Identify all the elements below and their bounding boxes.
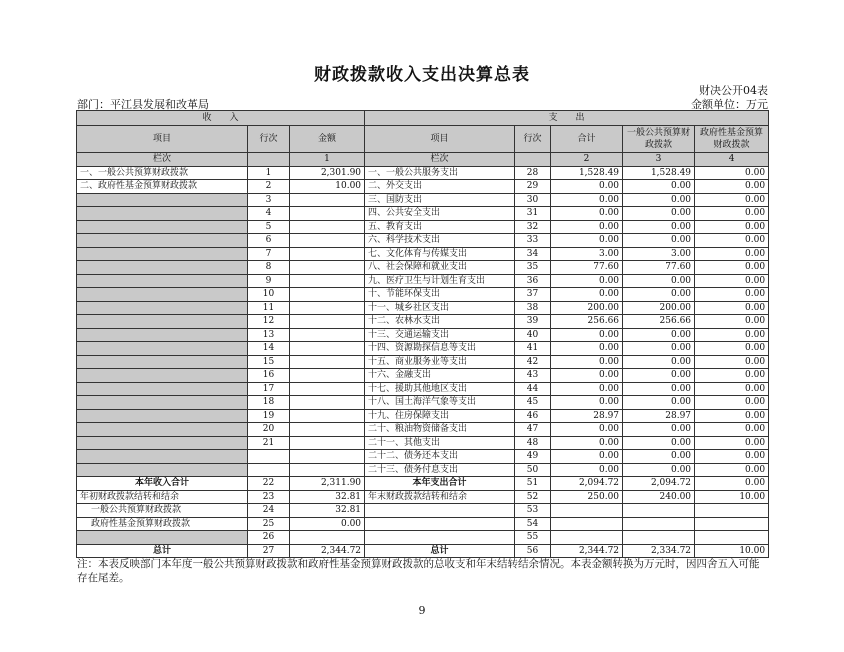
expense-total: 0.00	[551, 180, 623, 194]
expense-item	[365, 517, 515, 531]
income-item	[77, 261, 248, 275]
carryover-row	[77, 504, 769, 518]
general-budget-header: 一般公共预算财政拨款	[623, 126, 695, 153]
income-row-no: 5	[248, 220, 290, 234]
income-row-no: 18	[248, 396, 290, 410]
footnote: 注：本表反映部门本年度一般公共预算财政拨款和政府性基金预算财政拨款的总收支和年末结转结余情况。本表金额转换为万元时，因四舍五入可能存在尾差。	[77, 558, 760, 584]
income-row-no: 15	[248, 355, 290, 369]
table-row	[77, 409, 769, 423]
expense-row-no: 52	[515, 490, 551, 504]
col-index-4: 4	[695, 153, 769, 167]
expense-gov-fund: 0.00	[695, 315, 769, 329]
expense-general-budget: 0.00	[623, 396, 695, 410]
expense-gov-fund: 0.00	[695, 247, 769, 261]
expense-total: 3.00	[551, 247, 623, 261]
income-row-no: 7	[248, 247, 290, 261]
income-item	[77, 247, 248, 261]
expense-gov-fund: 10.00	[695, 490, 769, 504]
table-row	[77, 301, 769, 315]
income-amount	[290, 463, 365, 477]
expense-row-no: 30	[515, 193, 551, 207]
expense-row-no: 53	[515, 504, 551, 518]
expense-row-no: 44	[515, 382, 551, 396]
table-row	[77, 450, 769, 464]
expense-header: 支 出	[365, 111, 769, 126]
income-item	[77, 531, 248, 545]
income-amount	[290, 369, 365, 383]
expense-row-no: 36	[515, 274, 551, 288]
col-index-3: 3	[623, 153, 695, 167]
col-blank-left	[248, 153, 290, 167]
income-row-no: 24	[248, 504, 290, 518]
expense-item: 总计	[365, 544, 515, 558]
form-code: 财决公开04表	[699, 84, 768, 97]
income-row-no: 14	[248, 342, 290, 356]
expense-item: 十八、国土海洋气象等支出	[365, 396, 515, 410]
expense-item: 十七、援助其他地区支出	[365, 382, 515, 396]
income-amount	[290, 355, 365, 369]
expense-gov-fund	[695, 517, 769, 531]
expense-total: 0.00	[551, 423, 623, 437]
expense-row-no: 47	[515, 423, 551, 437]
expense-general-budget: 2,334.72	[623, 544, 695, 558]
expense-general-budget: 0.00	[623, 220, 695, 234]
income-item	[77, 450, 248, 464]
income-item	[77, 463, 248, 477]
unit-label: 金额单位：万元	[691, 98, 768, 111]
table-row	[77, 355, 769, 369]
income-amount	[290, 423, 365, 437]
expense-general-budget: 0.00	[623, 369, 695, 383]
income-row-no: 27	[248, 544, 290, 558]
expense-total: 2,094.72	[551, 477, 623, 491]
income-item: 本年收入合计	[77, 477, 248, 491]
expense-total: 250.00	[551, 490, 623, 504]
expense-general-budget: 3.00	[623, 247, 695, 261]
income-amount-header: 金额	[290, 126, 365, 153]
expense-row-no: 37	[515, 288, 551, 302]
income-row-no: 19	[248, 409, 290, 423]
expense-general-budget: 77.60	[623, 261, 695, 275]
table-row	[77, 274, 769, 288]
income-row-no: 8	[248, 261, 290, 275]
income-amount: 10.00	[290, 180, 365, 194]
table-row	[77, 193, 769, 207]
income-item	[77, 355, 248, 369]
table-row	[77, 342, 769, 356]
expense-row-no: 33	[515, 234, 551, 248]
expense-gov-fund: 0.00	[695, 180, 769, 194]
expense-row-no: 50	[515, 463, 551, 477]
income-item: 年初财政拨款结转和结余	[77, 490, 248, 504]
expense-general-budget: 1,528.49	[623, 166, 695, 180]
expense-gov-fund: 0.00	[695, 450, 769, 464]
income-rowno-header: 行次	[248, 126, 290, 153]
expense-general-budget: 0.00	[623, 450, 695, 464]
expense-gov-fund: 0.00	[695, 409, 769, 423]
income-amount	[290, 342, 365, 356]
department-label: 部门：平江县发展和改革局	[77, 98, 209, 111]
income-row-no: 4	[248, 207, 290, 221]
expense-total: 0.00	[551, 436, 623, 450]
expense-row-no: 42	[515, 355, 551, 369]
expense-row-no: 41	[515, 342, 551, 356]
expense-item: 四、公共安全支出	[365, 207, 515, 221]
expense-row-no: 46	[515, 409, 551, 423]
expense-row-no: 40	[515, 328, 551, 342]
summary-table	[76, 110, 769, 558]
expense-item: 三、国防支出	[365, 193, 515, 207]
expense-total: 2,344.72	[551, 544, 623, 558]
expense-general-budget	[623, 531, 695, 545]
expense-gov-fund	[695, 531, 769, 545]
income-row-no: 10	[248, 288, 290, 302]
expense-total: 0.00	[551, 369, 623, 383]
table-row	[77, 180, 769, 194]
grand-total-row	[77, 544, 769, 558]
col-blank-right	[515, 153, 551, 167]
expense-gov-fund: 0.00	[695, 328, 769, 342]
income-row-no: 9	[248, 274, 290, 288]
table-row	[77, 396, 769, 410]
expense-row-no: 56	[515, 544, 551, 558]
income-row-no: 13	[248, 328, 290, 342]
income-amount	[290, 234, 365, 248]
table-row	[77, 382, 769, 396]
expense-total: 0.00	[551, 382, 623, 396]
income-row-no	[248, 463, 290, 477]
expense-gov-fund: 0.00	[695, 301, 769, 315]
expense-general-budget: 0.00	[623, 342, 695, 356]
expense-row-no: 35	[515, 261, 551, 275]
expense-total: 0.00	[551, 396, 623, 410]
expense-item: 一、一般公共服务支出	[365, 166, 515, 180]
table-row	[77, 166, 769, 180]
expense-gov-fund: 0.00	[695, 423, 769, 437]
expense-general-budget: 0.00	[623, 234, 695, 248]
table-row	[77, 315, 769, 329]
expense-gov-fund: 0.00	[695, 234, 769, 248]
income-amount	[290, 274, 365, 288]
expense-total: 0.00	[551, 463, 623, 477]
expense-item: 二、外交支出	[365, 180, 515, 194]
table-row	[77, 261, 769, 275]
expense-row-no: 32	[515, 220, 551, 234]
expense-total: 0.00	[551, 288, 623, 302]
expense-item: 本年支出合计	[365, 477, 515, 491]
income-row-no: 12	[248, 315, 290, 329]
table-row	[77, 369, 769, 383]
table-row	[77, 328, 769, 342]
income-amount	[290, 220, 365, 234]
expense-row-no: 43	[515, 369, 551, 383]
income-item	[77, 328, 248, 342]
income-item	[77, 234, 248, 248]
expense-general-budget	[623, 517, 695, 531]
table-row	[77, 423, 769, 437]
income-item	[77, 382, 248, 396]
income-item: 一般公共预算财政拨款	[77, 504, 248, 518]
income-amount	[290, 261, 365, 275]
income-item	[77, 301, 248, 315]
table-row	[77, 288, 769, 302]
expense-row-no: 49	[515, 450, 551, 464]
expense-total-header: 合计	[551, 126, 623, 153]
income-amount	[290, 396, 365, 410]
expense-item: 九、医疗卫生与计划生育支出	[365, 274, 515, 288]
expense-row-no: 34	[515, 247, 551, 261]
income-item: 一、一般公共预算财政拨款	[77, 166, 248, 180]
income-item: 总计	[77, 544, 248, 558]
table-row	[77, 234, 769, 248]
expense-general-budget	[623, 504, 695, 518]
income-amount	[290, 315, 365, 329]
income-row-no: 6	[248, 234, 290, 248]
income-amount	[290, 436, 365, 450]
expense-gov-fund	[695, 504, 769, 518]
expense-general-budget: 0.00	[623, 207, 695, 221]
income-row-no	[248, 450, 290, 464]
table-row	[77, 247, 769, 261]
expense-total: 0.00	[551, 220, 623, 234]
income-amount	[290, 288, 365, 302]
expense-item: 十九、住房保障支出	[365, 409, 515, 423]
income-item: 二、政府性基金预算财政拨款	[77, 180, 248, 194]
expense-gov-fund: 0.00	[695, 369, 769, 383]
income-item	[77, 315, 248, 329]
expense-item: 七、文化体育与传媒支出	[365, 247, 515, 261]
expense-gov-fund: 0.00	[695, 342, 769, 356]
expense-general-budget: 0.00	[623, 193, 695, 207]
income-item	[77, 342, 248, 356]
year-total-row	[77, 477, 769, 491]
expense-total	[551, 504, 623, 518]
income-row-no: 2	[248, 180, 290, 194]
expense-total: 200.00	[551, 301, 623, 315]
income-item	[77, 220, 248, 234]
income-item	[77, 396, 248, 410]
expense-general-budget: 0.00	[623, 328, 695, 342]
expense-total: 1,528.49	[551, 166, 623, 180]
income-amount	[290, 328, 365, 342]
expense-general-budget: 0.00	[623, 463, 695, 477]
expense-total: 0.00	[551, 355, 623, 369]
expense-row-no: 55	[515, 531, 551, 545]
col-index-1: 1	[290, 153, 365, 167]
expense-rowno-header: 行次	[515, 126, 551, 153]
expense-item: 十三、交通运输支出	[365, 328, 515, 342]
income-amount	[290, 531, 365, 545]
income-amount	[290, 409, 365, 423]
expense-row-no: 31	[515, 207, 551, 221]
expense-gov-fund: 0.00	[695, 274, 769, 288]
income-item-header: 项目	[77, 126, 248, 153]
carryover-row	[77, 517, 769, 531]
expense-item-header: 项目	[365, 126, 515, 153]
income-row-no: 21	[248, 436, 290, 450]
income-row-no: 17	[248, 382, 290, 396]
expense-total: 256.66	[551, 315, 623, 329]
income-item	[77, 193, 248, 207]
income-amount	[290, 382, 365, 396]
expense-gov-fund: 0.00	[695, 220, 769, 234]
expense-total: 0.00	[551, 342, 623, 356]
expense-item	[365, 504, 515, 518]
expense-gov-fund: 0.00	[695, 396, 769, 410]
expense-row-no: 28	[515, 166, 551, 180]
expense-item: 十五、商业服务业等支出	[365, 355, 515, 369]
col-label-left: 栏次	[77, 153, 248, 167]
expense-row-no: 29	[515, 180, 551, 194]
income-amount: 32.81	[290, 504, 365, 518]
expense-gov-fund: 0.00	[695, 477, 769, 491]
expense-total	[551, 517, 623, 531]
expense-item: 十六、金融支出	[365, 369, 515, 383]
expense-gov-fund: 0.00	[695, 207, 769, 221]
expense-general-budget: 0.00	[623, 355, 695, 369]
carryover-row	[77, 531, 769, 545]
expense-total: 28.97	[551, 409, 623, 423]
income-row-no: 22	[248, 477, 290, 491]
income-item	[77, 423, 248, 437]
expense-total: 0.00	[551, 450, 623, 464]
income-amount	[290, 207, 365, 221]
expense-total	[551, 531, 623, 545]
expense-row-no: 54	[515, 517, 551, 531]
income-amount	[290, 301, 365, 315]
expense-general-budget: 0.00	[623, 423, 695, 437]
expense-gov-fund: 10.00	[695, 544, 769, 558]
expense-item: 十、节能环保支出	[365, 288, 515, 302]
carryover-row	[77, 490, 769, 504]
table-row	[77, 220, 769, 234]
expense-item: 年末财政拨款结转和结余	[365, 490, 515, 504]
table-row	[77, 463, 769, 477]
income-row-no: 26	[248, 531, 290, 545]
expense-general-budget: 0.00	[623, 274, 695, 288]
expense-general-budget: 0.00	[623, 436, 695, 450]
gov-fund-header: 政府性基金预算财政拨款	[695, 126, 769, 153]
income-row-no: 25	[248, 517, 290, 531]
income-amount: 32.81	[290, 490, 365, 504]
expense-item: 六、科学技术支出	[365, 234, 515, 248]
expense-row-no: 48	[515, 436, 551, 450]
expense-item: 八、社会保障和就业支出	[365, 261, 515, 275]
expense-item	[365, 531, 515, 545]
expense-item: 十一、城乡社区支出	[365, 301, 515, 315]
income-row-no: 16	[248, 369, 290, 383]
expense-row-no: 38	[515, 301, 551, 315]
expense-general-budget: 2,094.72	[623, 477, 695, 491]
expense-general-budget: 200.00	[623, 301, 695, 315]
expense-item: 二十三、债务付息支出	[365, 463, 515, 477]
income-row-no: 1	[248, 166, 290, 180]
expense-item: 二十二、债务还本支出	[365, 450, 515, 464]
income-item	[77, 369, 248, 383]
expense-gov-fund: 0.00	[695, 261, 769, 275]
expense-general-budget: 0.00	[623, 288, 695, 302]
income-amount	[290, 450, 365, 464]
expense-item: 二十一、其他支出	[365, 436, 515, 450]
expense-general-budget: 0.00	[623, 180, 695, 194]
expense-row-no: 51	[515, 477, 551, 491]
income-amount	[290, 247, 365, 261]
expense-gov-fund: 0.00	[695, 193, 769, 207]
expense-total: 0.00	[551, 193, 623, 207]
income-item: 政府性基金预算财政拨款	[77, 517, 248, 531]
table-row	[77, 207, 769, 221]
income-amount: 0.00	[290, 517, 365, 531]
expense-gov-fund: 0.00	[695, 382, 769, 396]
income-item	[77, 274, 248, 288]
expense-total: 0.00	[551, 274, 623, 288]
income-row-no: 3	[248, 193, 290, 207]
income-item	[77, 436, 248, 450]
col-index-2: 2	[551, 153, 623, 167]
page-title: 财政拨款收入支出决算总表	[314, 65, 530, 85]
expense-total: 77.60	[551, 261, 623, 275]
income-header: 收 入	[77, 111, 365, 126]
expense-row-no: 39	[515, 315, 551, 329]
expense-total: 0.00	[551, 234, 623, 248]
expense-item: 十二、农林水支出	[365, 315, 515, 329]
income-item	[77, 288, 248, 302]
expense-general-budget: 256.66	[623, 315, 695, 329]
expense-total: 0.00	[551, 328, 623, 342]
expense-gov-fund: 0.00	[695, 436, 769, 450]
expense-general-budget: 0.00	[623, 382, 695, 396]
expense-gov-fund: 0.00	[695, 355, 769, 369]
income-row-no: 20	[248, 423, 290, 437]
expense-general-budget: 240.00	[623, 490, 695, 504]
table-row	[77, 436, 769, 450]
expense-gov-fund: 0.00	[695, 166, 769, 180]
income-amount: 2,311.90	[290, 477, 365, 491]
expense-item: 二十、粮油物资储备支出	[365, 423, 515, 437]
income-amount	[290, 193, 365, 207]
col-label-right: 栏次	[365, 153, 515, 167]
income-item	[77, 207, 248, 221]
expense-gov-fund: 0.00	[695, 463, 769, 477]
income-amount: 2,301.90	[290, 166, 365, 180]
expense-row-no: 45	[515, 396, 551, 410]
expense-gov-fund: 0.00	[695, 288, 769, 302]
expense-item: 五、教育支出	[365, 220, 515, 234]
income-row-no: 23	[248, 490, 290, 504]
expense-item: 十四、资源勘探信息等支出	[365, 342, 515, 356]
income-item	[77, 409, 248, 423]
page-number: 9	[418, 604, 426, 617]
expense-total: 0.00	[551, 207, 623, 221]
income-row-no: 11	[248, 301, 290, 315]
income-amount: 2,344.72	[290, 544, 365, 558]
expense-general-budget: 28.97	[623, 409, 695, 423]
